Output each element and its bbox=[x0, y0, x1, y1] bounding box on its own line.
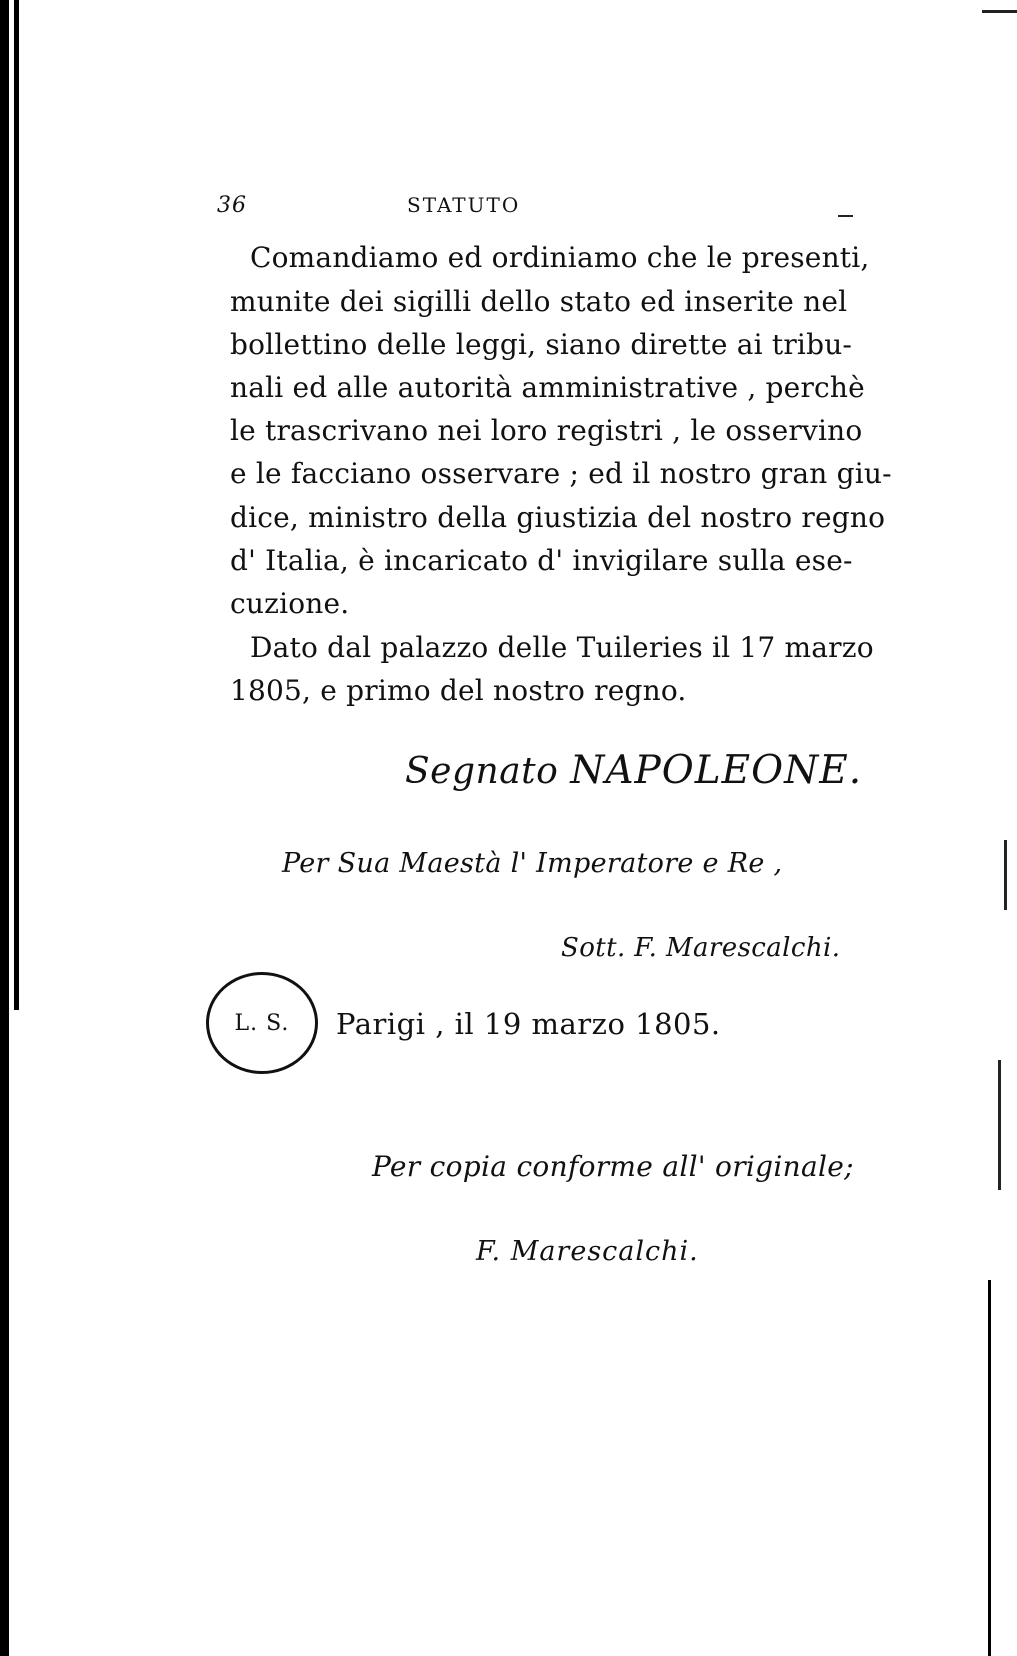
paragraph-line: le trascrivano nei loro registri , le osservino bbox=[230, 414, 863, 447]
scan-left-rule bbox=[14, 0, 19, 1010]
paragraph-line: dice, ministro della giustizia del nostro regno bbox=[230, 501, 886, 534]
scan-right-mark-lower bbox=[998, 1060, 1001, 1190]
paragraph-line: munite dei sigilli dello stato ed inserite nel bbox=[230, 285, 848, 318]
signed-prefix: Segnato bbox=[405, 751, 559, 792]
signed-name: NAPOLEONE. bbox=[570, 748, 863, 793]
scan-top-right-mark bbox=[982, 10, 1017, 13]
paragraph-line: cuzione. bbox=[230, 587, 350, 620]
signed-line bbox=[405, 748, 862, 793]
paragraph-line: Comandiamo ed ordiniamo che le presenti, bbox=[250, 241, 870, 274]
running-title: STATUTO bbox=[407, 193, 521, 217]
paragraph-line: 1805, e primo del nostro regno. bbox=[230, 674, 687, 707]
copy-statement: Per copia conforme all' originale; bbox=[372, 1150, 854, 1183]
place-date: Parigi , il 19 marzo 1805. bbox=[336, 1007, 721, 1041]
scan-right-rule bbox=[988, 1280, 991, 1656]
paragraph-line: e le facciano osservare ; ed il nostro gran giu- bbox=[230, 457, 892, 490]
seal-circle bbox=[206, 972, 318, 1074]
header-rule bbox=[838, 215, 853, 217]
page-number: 36 bbox=[217, 193, 247, 218]
paragraph-line: d' Italia, è incaricato d' invigilare sulla ese- bbox=[230, 544, 853, 577]
scan-left-edge bbox=[0, 0, 9, 1656]
seal-label: L. S. bbox=[234, 1010, 290, 1036]
majesty-line: Per Sua Maestà l' Imperatore e Re , bbox=[282, 848, 783, 879]
paragraph-line: Dato dal palazzo delle Tuileries il 17 marzo bbox=[250, 631, 874, 664]
paragraph-line: nali ed alle autorità amministrative , perchè bbox=[230, 371, 865, 404]
paragraph-line: bollettino delle leggi, siano dirette ai tribu- bbox=[230, 328, 853, 361]
countersignature: Sott. F. Marescalchi. bbox=[561, 933, 841, 963]
final-signature: F. Marescalchi. bbox=[476, 1236, 699, 1267]
scan-right-mark bbox=[1004, 840, 1007, 910]
